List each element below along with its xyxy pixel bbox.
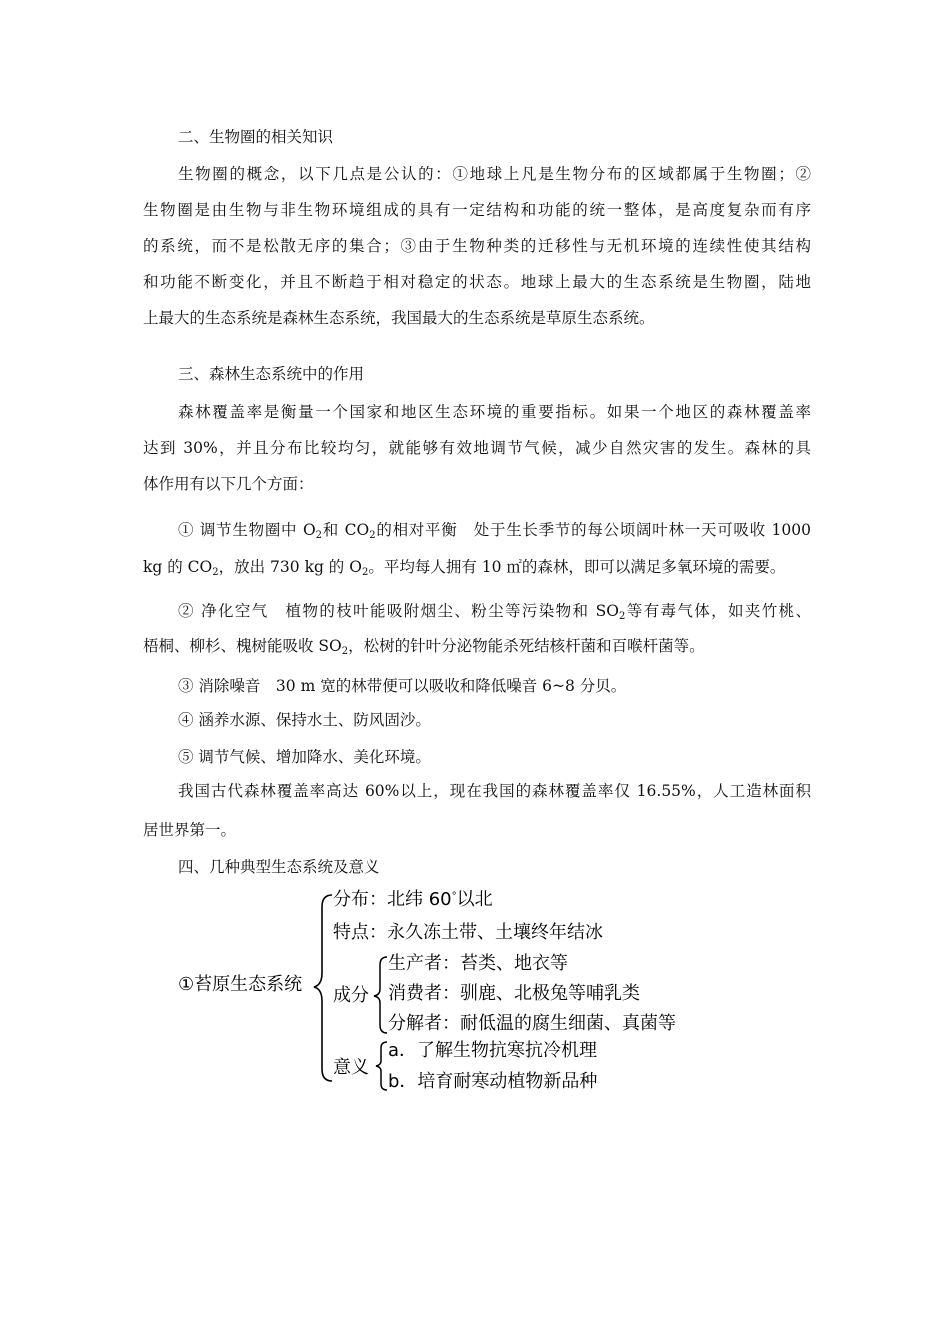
section-heading-biosphere: 二、生物圈的相关知识 xyxy=(178,128,334,146)
list-item-4: ④ 涵养水源、保持水土、防风固沙。 xyxy=(178,711,431,729)
paragraph-line: 生物圈是由生物与非生物环境组成的具有一定结构和功能的统一整体，是高度复杂而有序 xyxy=(143,201,811,219)
meaning-label: 意义 xyxy=(333,1057,369,1078)
feature-line: 特点：永久冻土带、土壤终年结冰 xyxy=(333,922,603,943)
list-item-1-line-2: kg 的 $CO_2$，放出 730 kg 的 $O_2$。平均每人拥有 10 ㎡的森林，即可以满足多氧环境的需要。 xyxy=(143,558,786,578)
paragraph-line: 的系统，而不是松散无序的集合；③由于生物种类的迁移性与无机环境的连续性使其结构 xyxy=(143,237,811,255)
section-heading-forest: 三、森林生态系统中的作用 xyxy=(178,365,365,383)
meaning-a-line: a．了解生物抗寒抗冷机理 xyxy=(388,1040,598,1061)
paragraph-line: 森林覆盖率是衡量一个国家和地区生态环境的重要指标。如果一个地区的森林覆盖率 xyxy=(178,403,811,421)
paragraph-line: 达到 30%，并且分布比较均匀，就能够有效地调节气候，减少自然灾害的发生。森林的具 xyxy=(143,439,811,457)
paragraph-line: 生物圈的概念，以下几点是公认的：①地球上凡是生物分布的区域都属于生物圈；② xyxy=(178,165,811,183)
diagram-root-label: ①苔原生态系统 xyxy=(178,974,303,995)
paragraph-line: 体作用有以下几个方面： xyxy=(143,475,314,493)
list-item-2-line-1: ② 净化空气 植物的枝叶能吸附烟尘、粉尘等污染物和 $SO_2$等有毒气体，如夹竹桃、 xyxy=(178,602,811,622)
paragraph-line: 我国古代森林覆盖率高达 60%以上，现在我国的森林覆盖率仅 16.55%，人工造林面积 xyxy=(178,782,811,800)
composition-label: 成分 xyxy=(333,985,369,1006)
meaning-b-line: b．培育耐寒动植物新品种 xyxy=(388,1071,598,1092)
paragraph-line: 上最大的生态系统是森林生态系统，我国最大的生态系统是草原生态系统。 xyxy=(143,309,655,327)
list-item-3: ③ 消除噪音 30 m 宽的林带便可以吸收和降低噪音 6~8 分贝。 xyxy=(178,677,627,695)
consumer-line: 消费者：驯鹿、北极兔等哺乳类 xyxy=(388,983,640,1004)
decomposer-line: 分解者：耐低温的腐生细菌、真菌等 xyxy=(388,1013,676,1034)
list-item-5: ⑤ 调节气候、增加降水、美化环境。 xyxy=(178,748,431,766)
paragraph-line: 居世界第一。 xyxy=(143,821,237,839)
distribution-line: 分布：北纬 60°以北 xyxy=(333,889,493,910)
producer-line: 生产者：苔类、地衣等 xyxy=(388,953,568,974)
section-heading-ecosystems: 四、几种典型生态系统及意义 xyxy=(178,858,380,876)
list-item-2-line-2: 梧桐、柳杉、槐树能吸收 $SO_2$，松树的针叶分泌物能杀死结核杆菌和百喉杆菌等。 xyxy=(143,637,705,657)
paragraph-line: 和功能不断变化，并且不断趋于相对稳定的状态。地球上最大的生态系统是生物圈，陆地 xyxy=(143,273,811,291)
list-item-1-line-1: ① 调节生物圈中 $O_2$和 $CO_2$的相对平衡 处于生长季节的每公顷阔叶林一天可吸收 1000 xyxy=(178,521,812,541)
